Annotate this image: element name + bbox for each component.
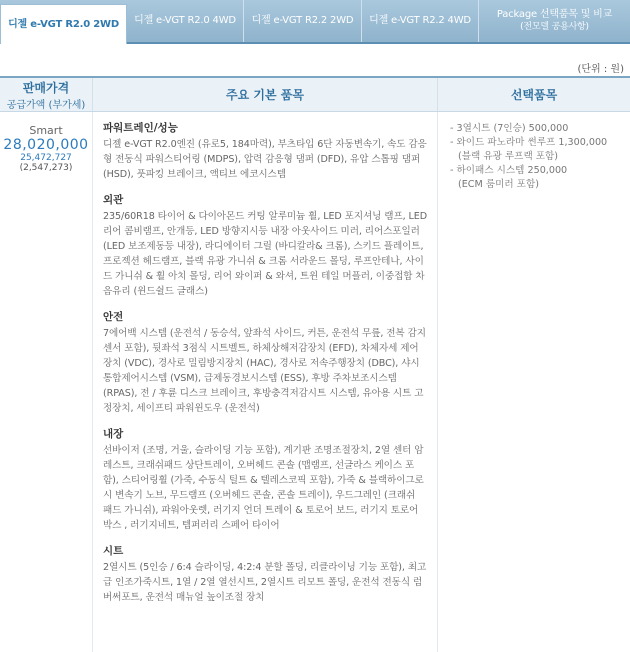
vat-amount: (2,547,273) — [19, 163, 73, 173]
options-cell — [438, 112, 630, 652]
price-table — [0, 76, 630, 652]
header-basic-label: 주요 기본 품목 — [226, 88, 304, 102]
price-cell — [0, 112, 93, 652]
header-basic-items — [93, 78, 438, 111]
section-body-powertrain: 디젤 e-VGT R2.0엔진 (유로5, 184마력), 부츠타입 6단 자동변속기, 속도 감응형 전동식 파워스티어링 (MDPS), 압력 감응형 댐퍼 (DFD), 유압 스톱핑 댐퍼 (HSD), 풋파킹 브레이크, 액티브 에코시스템 — [103, 139, 427, 180]
option-item-hipass — [450, 164, 630, 192]
table-row — [0, 112, 630, 652]
model-tabs — [0, 0, 630, 44]
section-body-safety: 7에어백 시스템 (운전석 / 동승석, 앞좌석 사이드, 커튼, 운전석 무릎, 전복 감지센서 포함), 뒷좌석 3점식 시트벨트, 하체상해저감장치 (EFD), 차체자세 제어장치 (VDC), 경사로 밀림방지장치 (HAC), 경사로 저속주행장치 (DBC), 샤시통합제어시스템 (VSM), 급제동경보시스템 (ESS), 후방 주차보조시스템 (RPAS), 전 / 후륜 디스크 브레이크, 후방충격저감시트 시스템, 유아용 시트 고정장치, 세이프티 파워윈도우 (운전석) — [103, 328, 426, 414]
section-title-exterior: 외관 — [103, 194, 124, 206]
supply-price: 25,472,727 — [20, 153, 72, 163]
tab-package-subtitle: (전모델 공용사항) — [520, 22, 589, 32]
section-title-safety: 안전 — [103, 311, 124, 323]
unit-label: (단위 : 원) — [577, 64, 624, 75]
option-note: (ECM 룸미러 포함) — [458, 179, 539, 190]
trim-name: Smart — [29, 124, 63, 137]
section-title-interior: 내장 — [103, 428, 124, 440]
basic-items-cell — [93, 112, 438, 652]
tab-diesel-r20-4wd[interactable] — [127, 0, 244, 42]
header-price-label: 판매가격 — [22, 80, 70, 95]
section-body-seats: 2열시트 (5인승 / 6:4 슬라이딩, 4:2:4 분할 폴딩, 리클라이닝 기능 포함), 최고급 인조가죽시트, 1열 / 2열 열선시트, 2열시트 리모트 폴딩, 운전석 전동식 럼버써포트, 운전석 매뉴얼 높이조절 장치 — [103, 562, 427, 603]
sale-price: 28,020,000 — [3, 137, 89, 153]
option-item-third-row-seat — [450, 122, 630, 136]
option-item-panorama-sunroof — [450, 136, 630, 164]
tab-diesel-r22-2wd[interactable] — [244, 0, 362, 42]
header-options-label: 선택품목 — [510, 88, 558, 102]
tab-label: 디젤 e-VGT R2.2 2WD — [251, 15, 354, 26]
tab-diesel-r22-4wd[interactable] — [362, 0, 479, 42]
tab-diesel-r20-2wd[interactable] — [0, 4, 127, 44]
section-title-powertrain: 파워트레인/성능 — [103, 122, 178, 134]
option-text: - 와이드 파노라마 썬루프 1,300,000 — [450, 137, 608, 148]
section-body-exterior: 235/60R18 타이어 & 다이아몬드 커팅 알루미늄 휠, LED 포지셔닝 램프, LED 리어 콤비램프, 안개등, LED 방향지시등 내장 아웃사이드 미러, 리어스포일러 (LED 보조제동등 내장), 라디에이터 그릴 (바디칼라& 크롬), 스키드 플레이트, 프로젝션 헤드램프, 블랙 유광 가니쉬 & 크롬 서라운드 몰딩, 루프안테나, 사이드 가니쉬 & 휠 아치 몰딩, 리어 와이퍼 & 와셔, 트윈 테일 머플러, 이중접합 차음유리 (윈드쉴드 글래스) — [103, 211, 428, 297]
tab-label — [497, 9, 612, 33]
header-price — [0, 78, 93, 111]
option-note: (블랙 유광 루프랙 포함) — [458, 151, 559, 162]
table-header — [0, 76, 630, 112]
option-text: - 3열시트 (7인승) 500,000 — [450, 123, 569, 134]
header-options — [438, 78, 630, 111]
tab-label: 디젤 e-VGT R2.0 4WD — [134, 15, 236, 26]
section-title-seats: 시트 — [103, 545, 124, 557]
option-text: - 하이패스 시스템 250,000 — [450, 165, 568, 176]
tab-label: 디젤 e-VGT R2.2 4WD — [369, 15, 471, 26]
tab-package-options[interactable] — [479, 0, 630, 42]
header-price-sub: 공급가액 (부가세) — [6, 99, 86, 111]
tab-label: 디젤 e-VGT R2.0 2WD — [8, 18, 119, 30]
tab-package-title: Package 선택품목 및 비교 — [496, 9, 613, 20]
section-body-interior: 선바이저 (조명, 거울, 슬라이딩 기능 포함), 계기판 조명조절장치, 2열 센터 암레스트, 크래쉬패드 상단트레이, 오버헤드 콘솔 (맵램프, 선글라스 케이스 포함), 스티어링휠 (가죽, 수동식 틸트 & 텔레스코픽 포함), 가죽 & 블랙하이그로시 변속기 노브, 무드램프 (오버헤드 콘솔, 콘솔 트레이), 우드그레인 (크래쉬 패드 가니쉬), 파워아웃렛, 러기지 언더 트레이 & 토로어 보드, 러기지 토로어 박스 , 러기지네트, 템퍼러리 스페어 타이어 — [103, 445, 424, 531]
